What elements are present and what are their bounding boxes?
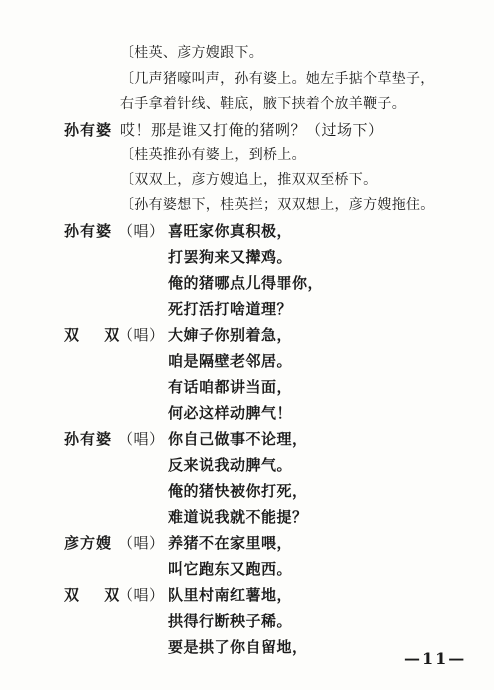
lyric-line: 何必这样动脾气！ <box>168 404 293 422</box>
lyric-line: 拱得行断秧子稀。 <box>168 612 293 630</box>
lyric-line: 有话咱都讲当面， <box>168 378 293 396</box>
lyric-line: 死打活打啥道理？ <box>168 300 293 318</box>
stage-direction: 〔桂英、彦方嫂跟下。 <box>120 45 263 61</box>
sung-mark: （唱） <box>118 430 165 448</box>
speaker-name: 孙有婆 <box>64 121 113 139</box>
lyric-line: 你自己做事不论理， <box>168 430 308 448</box>
dialogue-line: 哎！那是谁又打俺的猪咧？（过场下） <box>120 121 384 139</box>
stage-direction: 〔桂英推孙有婆上，到桥上。 <box>120 147 306 163</box>
stage-direction: 右手拿着针线、鞋底，腋下挟着个放羊鞭子。 <box>120 96 406 112</box>
lyric-line: 队里村南红薯地， <box>168 586 293 604</box>
speaker-name: 彦方嫂 <box>64 534 113 552</box>
lyric-line: 打罢狗来又撵鸡。 <box>168 248 293 266</box>
lyric-line: 反来说我动脾气。 <box>168 456 293 474</box>
speaker-name: 孙有婆 <box>64 430 113 448</box>
lyric-line: 养猪不在家里喂， <box>168 534 293 552</box>
sung-mark: （唱） <box>118 586 165 604</box>
stage-direction: 〔几声猪嚎叫声，孙有婆上。她左手掂个草垫子， <box>120 71 435 87</box>
speaker-name: 双 双 <box>64 326 130 344</box>
lyric-line: 难道说我就不能提？ <box>168 508 308 526</box>
lyric-line: 大婶子你别着急， <box>168 326 293 344</box>
stage-direction: 〔双双上，彦方嫂追上，推双双至桥下。 <box>120 172 378 188</box>
sung-mark: （唱） <box>118 534 165 552</box>
lyric-line: 叫它跑东又跑西。 <box>168 560 293 578</box>
lyric-line: 要是拱了你自留地， <box>168 638 308 656</box>
sung-mark: （唱） <box>118 222 165 240</box>
speaker-name: 双 双 <box>64 586 130 604</box>
lyric-line: 喜旺家你真积极， <box>168 222 293 240</box>
lyric-line: 咱是隔壁老邻居。 <box>168 352 293 370</box>
lyric-line: 俺的猪哪点儿得罪你， <box>168 274 324 292</box>
sung-mark: （唱） <box>118 326 165 344</box>
lyric-line: 俺的猪快被你打死， <box>168 482 308 500</box>
page-number: —11— <box>404 649 467 668</box>
speaker-name: 孙有婆 <box>64 222 113 240</box>
stage-direction: 〔孙有婆想下，桂英拦；双双想上，彦方嫂拖住。 <box>120 197 435 213</box>
